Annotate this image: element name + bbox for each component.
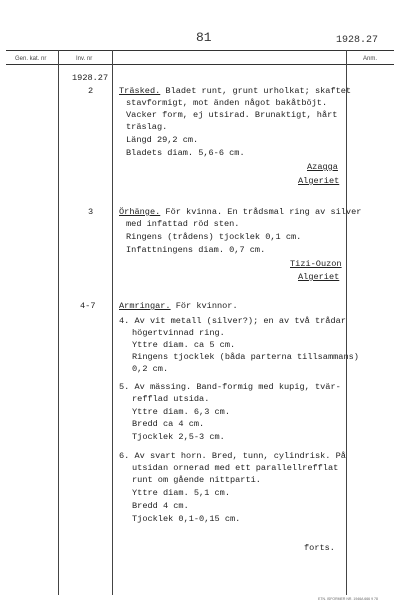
column-header-gen-kat: Gen. kat. nr <box>15 56 47 62</box>
entry-text: Tjocklek 0,1-0,15 cm. <box>132 514 241 524</box>
inv-number: 2 <box>88 86 94 96</box>
entry-text: 0,2 cm. <box>132 364 169 374</box>
entry-text: Örhänge. För kvinna. En trådsmal ring av silver <box>119 207 362 217</box>
top-rule <box>6 50 394 51</box>
header-rule <box>6 64 394 65</box>
entry-text: Armringar. För kvinnor. <box>119 301 238 311</box>
entry-text: runt om gående nittparti. <box>132 475 261 485</box>
entry-text: 6. Av svart horn. Bred, tunn, cylindrisk. På <box>119 451 346 461</box>
origin-country: Algeriet <box>298 272 340 282</box>
entry-text: Infattningens diam. 0,7 cm. <box>126 245 266 255</box>
year-reference: 1928.27 <box>336 35 379 46</box>
entry-text: 4. Av vit metall (silver?); en av två trådar <box>119 316 346 326</box>
entry-text: med infattad röd sten. <box>126 219 240 229</box>
entry-text: Ringens (trådens) tjocklek 0,1 cm. <box>126 232 302 242</box>
entry-title: Örhänge. <box>119 207 161 217</box>
entry-text: Yttre diam. 5,1 cm. <box>132 488 230 498</box>
origin-place: Tizi-Ouzon <box>290 259 342 269</box>
entry-text: 5. Av mässing. Band-formig med kupig, tvär- <box>119 382 341 392</box>
entry-text: högertvinnad ring. <box>132 328 225 338</box>
page-number: 81 <box>196 30 212 45</box>
divider-desc-anm <box>346 50 347 595</box>
entry-text: Yttre diam. ca 5 cm. <box>132 340 236 350</box>
entry-text: Vacker form, ej utsirad. Brunaktigt, hårt <box>126 110 338 120</box>
group-year: 1928.27 <box>72 73 109 83</box>
origin-place: Azagga <box>307 162 338 172</box>
entry-text: träslag. <box>126 122 168 132</box>
entry-text: stavformigt, mot änden något bakåtböjt. <box>126 98 328 108</box>
entry-text: Yttre diam. 6,3 cm. <box>132 407 230 417</box>
entry-text: Ringens tjocklek (båda parterna tillsammans) <box>132 352 359 362</box>
print-code: ETN. ISFORMER NR. 1946A 666 9 78 <box>318 597 378 601</box>
column-header-inv: Inv. nr <box>76 56 93 62</box>
divider-inv-desc <box>112 50 113 595</box>
entry-text: utsidan ornerad med ett parallellrefflat <box>132 463 339 473</box>
continued-note: forts. <box>304 543 335 553</box>
entry-text: refflad utsida. <box>132 394 210 404</box>
divider-gen-inv <box>58 50 59 595</box>
inv-number: 3 <box>88 207 94 217</box>
entry-text: Träsked. Bladet runt, grunt urholkat; skaftet <box>119 86 352 96</box>
origin-country: Algeriet <box>298 176 340 186</box>
entry-title: Armringar. <box>119 301 171 311</box>
column-header-anm: Anm. <box>363 56 378 62</box>
entry-text: Längd 29,2 cm. <box>126 135 199 145</box>
entry-title: Träsked. <box>119 86 161 96</box>
entry-text: Bredd ca 4 cm. <box>132 419 205 429</box>
inv-number: 4-7 <box>80 301 96 311</box>
entry-text: Bredd 4 cm. <box>132 501 189 511</box>
entry-text: Tjocklek 2,5-3 cm. <box>132 432 225 442</box>
entry-text: Bladets diam. 5,6-6 cm. <box>126 148 245 158</box>
